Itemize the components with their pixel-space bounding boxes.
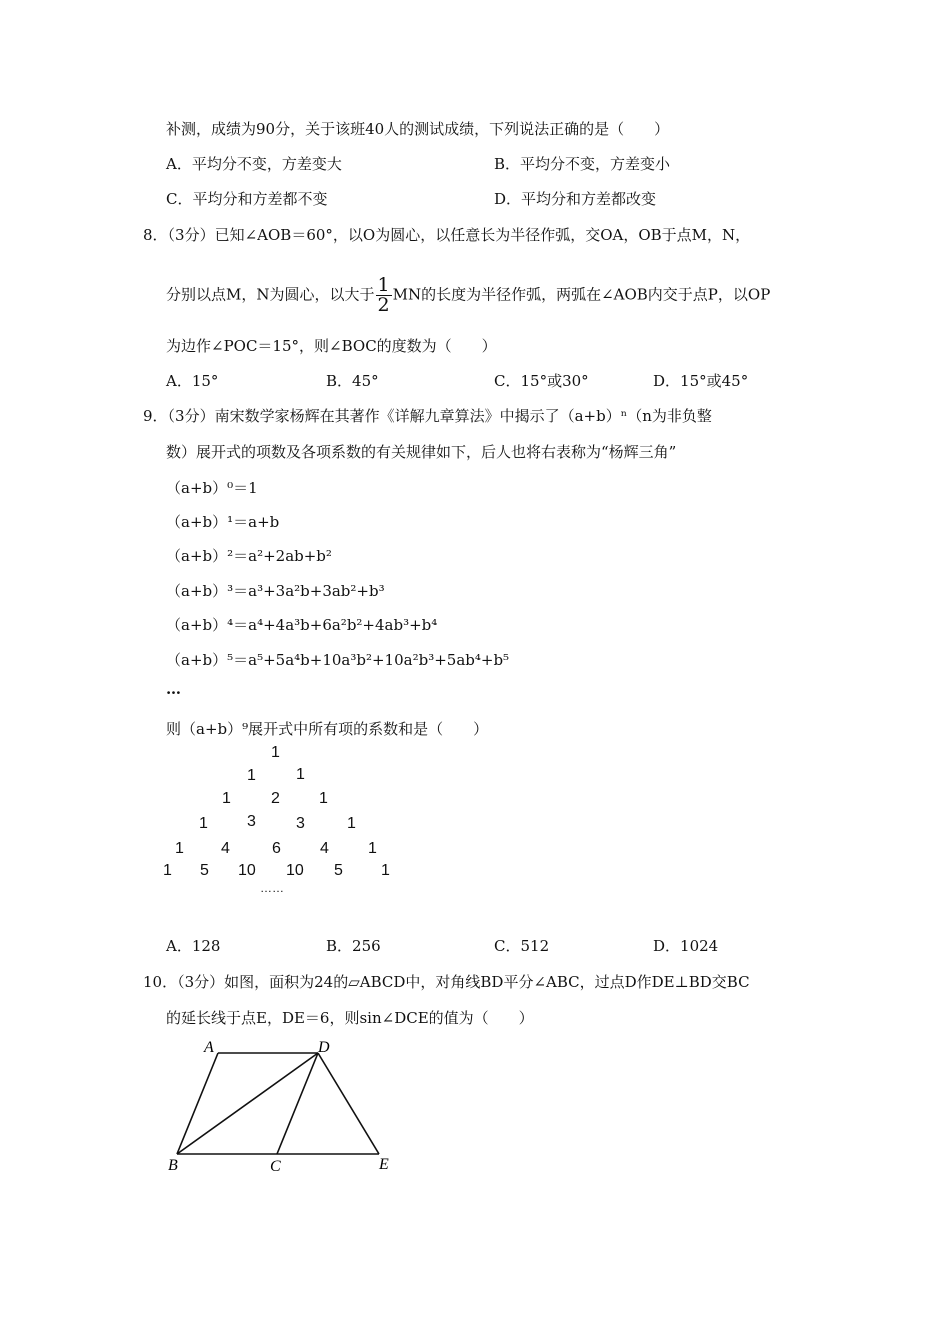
- triangle-cell: 5: [334, 862, 343, 879]
- triangle-cell: 10: [238, 862, 256, 879]
- triangle-cell: 10: [286, 862, 304, 879]
- triangle-cell: 1: [319, 790, 328, 807]
- q8-stem-line3: 为边作∠POC＝15°，则∠BOC的度数为（ ）: [166, 337, 497, 355]
- triangle-dots: ……: [260, 881, 284, 895]
- q8-option-d[interactable]: D．15°或45°: [653, 372, 749, 390]
- q9-option-c[interactable]: C．512: [494, 937, 550, 955]
- triangle-cell: 4: [221, 840, 230, 857]
- triangle-cell: 4: [320, 840, 329, 857]
- triangle-cell: 1: [163, 862, 172, 879]
- expansion-row-4: （a+b）⁴＝a⁴+4a³b+6a²b²+4ab³+b⁴: [166, 616, 438, 634]
- label-e: E: [379, 1156, 389, 1173]
- triangle-cell: 1: [381, 862, 390, 879]
- triangle-cell: 2: [271, 790, 280, 807]
- expansion-ellipsis: …: [166, 680, 181, 698]
- expansion-row-1: （a+b）¹＝a+b: [166, 513, 280, 531]
- triangle-cell: 1: [296, 766, 305, 783]
- triangle-cell: 3: [296, 815, 305, 832]
- q9-stem-line1: 9．（3分）南宋数学家杨辉在其著作《详解九章算法》中揭示了（a+b）ⁿ（n为非负整: [143, 407, 712, 425]
- expansion-row-0: （a+b）⁰＝1: [166, 479, 258, 497]
- q9-score: （3分）: [167, 407, 215, 425]
- q10-stem-line1: 10．（3分）如图，面积为24的▱ABCD中，对角线BD平分∠ABC，过点D作DE⊥BD交BC: [143, 973, 750, 991]
- q7-option-a[interactable]: A．平均分不变，方差变大: [166, 155, 342, 173]
- label-a: A: [204, 1039, 214, 1056]
- q8-option-a[interactable]: A．15°: [166, 372, 219, 390]
- q8-number: 8．: [143, 226, 168, 244]
- q7-option-d[interactable]: D．平均分和方差都改变: [494, 190, 657, 208]
- triangle-cell: 1: [222, 790, 231, 807]
- triangle-cell: 1: [347, 815, 356, 832]
- triangle-cell: 1: [247, 767, 256, 784]
- q9-option-b[interactable]: B．256: [326, 937, 381, 955]
- expansion-row-5: （a+b）⁵＝a⁵+5a⁴b+10a³b²+10a²b³+5ab⁴+b⁵: [166, 651, 510, 669]
- q8-score: （3分）: [167, 226, 215, 244]
- q9-option-d[interactable]: D．1024: [653, 937, 719, 955]
- label-c: C: [270, 1158, 281, 1175]
- triangle-cell: 1: [199, 815, 208, 832]
- q7-option-b[interactable]: B．平均分不变，方差变小: [494, 155, 671, 173]
- triangle-cell: 5: [200, 862, 209, 879]
- q10-stem-line2: 的延长线于点E，DE＝6，则sin∠DCE的值为（ ）: [166, 1009, 534, 1027]
- q9-stem-line2: 数）展开式的项数及各项系数的有关规律如下，后人也将右表称为“杨辉三角”: [166, 443, 677, 461]
- q9-question: 则（a+b）⁹展开式中所有项的系数和是（ ）: [166, 720, 489, 738]
- triangle-cell: 6: [272, 840, 281, 857]
- expansion-row-3: （a+b）³＝a³+3a²b+3ab²+b³: [166, 582, 385, 600]
- q7-stem: 补测，成绩为90分，关于该班40人的测试成绩，下列说法正确的是（ ）: [166, 120, 670, 138]
- label-b: B: [168, 1157, 178, 1174]
- q8-stem-line1: 8．（3分）已知∠AOB＝60°，以O为圆心，以任意长为半径作弧，交OA，OB于点M，N，: [143, 226, 751, 244]
- label-d: D: [318, 1039, 330, 1056]
- q8-stem-line2: 分别以点M，N为圆心，以大于 $\frac{1}{2}$ MN的长度为半径作弧，两弧在∠AOB内交于点P，以OP: [166, 274, 771, 316]
- q8-option-b[interactable]: B．45°: [326, 372, 379, 390]
- fraction-one-half: $\frac{1}{2}$: [377, 274, 390, 316]
- q8-option-c[interactable]: C．15°或30°: [494, 372, 589, 390]
- triangle-cell: 1: [271, 744, 280, 761]
- q10-number: 10．: [143, 973, 178, 991]
- q10-score: （3分）: [177, 973, 225, 991]
- q7-option-c[interactable]: C．平均分和方差都不变: [166, 190, 328, 208]
- expansion-row-2: （a+b）²＝a²+2ab+b²: [166, 547, 332, 565]
- parallelogram-figure: [160, 1032, 410, 1182]
- triangle-cell: 3: [247, 813, 256, 830]
- triangle-cell: 1: [175, 840, 184, 857]
- segment-de: [318, 1053, 379, 1154]
- triangle-cell: 1: [368, 840, 377, 857]
- q9-number: 9．: [143, 407, 168, 425]
- q9-option-a[interactable]: A．128: [166, 937, 221, 955]
